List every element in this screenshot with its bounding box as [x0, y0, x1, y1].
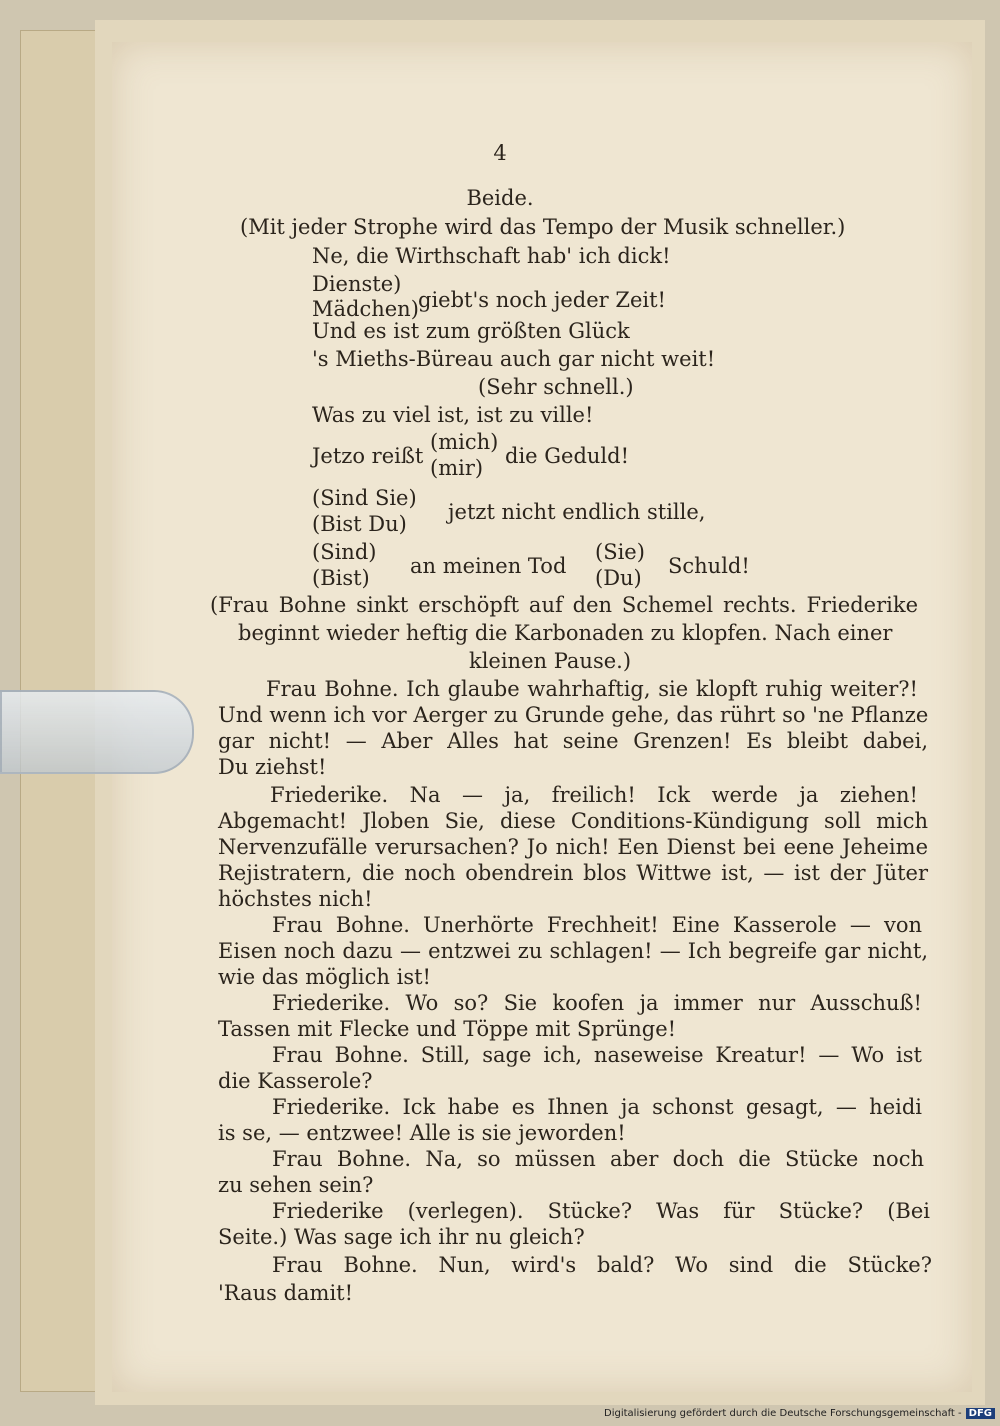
- dfg-logo: DFG: [966, 1408, 995, 1419]
- dialogue-line: Frau Bohne. Still, sage ich, naseweise Kreatur! — Wo ist: [272, 1043, 922, 1067]
- dialogue-line: 'Raus damit!: [218, 1281, 354, 1305]
- dialogue-line: Du ziehst!: [218, 755, 327, 779]
- dialogue-line: Seite.) Was sage ich ihr nu gleich?: [218, 1225, 585, 1249]
- dialogue-line: Friederike (verlegen). Stücke? Was für Stücke? (Bei: [272, 1199, 930, 1223]
- brace-option: (Du): [595, 566, 642, 590]
- brace-option: Dienste): [312, 272, 402, 296]
- dialogue-line: Frau Bohne. Nun, wird's bald? Wo sind die Stücke?: [272, 1253, 932, 1277]
- dialogue-line: höchstes nich!: [218, 887, 373, 911]
- brace-option: (Sie): [595, 540, 645, 564]
- brace-option: (mich): [430, 430, 499, 454]
- dialogue-line: Tassen mit Flecke und Töppe mit Sprünge!: [218, 1017, 677, 1041]
- dialogue-line: Frau Bohne. Unerhörte Frechheit! Eine Kasserole — von: [272, 913, 922, 937]
- dialogue-line: Abgemacht! Jloben Sie, diese Conditions-Kündigung soll mich: [218, 809, 928, 833]
- brace-option: Mädchen): [312, 297, 419, 321]
- verse-line: Was zu viel ist, ist zu ville!: [312, 403, 594, 427]
- brace-option: (Sind): [312, 540, 377, 564]
- dialogue-line: die Kasserole?: [218, 1069, 373, 1093]
- dialogue-line: wie das möglich ist!: [218, 965, 431, 989]
- footer-credit: [600, 1408, 995, 1424]
- verse-line: Schuld!: [668, 554, 750, 578]
- dialogue-line: Friederike. Na — ja, freilich! Ick werde ja ziehen!: [270, 783, 918, 807]
- speaker-heading: Beide.: [466, 186, 534, 210]
- verse-line: Jetzo reißt: [312, 444, 424, 468]
- verse-line: 's Mieths-Büreau auch gar nicht weit!: [312, 347, 716, 371]
- stage-direction: beginnt wieder heftig die Karbonaden zu klopfen. Nach einer: [238, 621, 893, 645]
- verse-line: die Geduld!: [505, 444, 630, 468]
- dialogue-line: Friederike. Wo so? Sie koofen ja immer nur Ausschuß!: [272, 991, 922, 1015]
- brace-option: (Bist): [312, 566, 370, 590]
- dialogue-line: zu sehen sein?: [218, 1173, 374, 1197]
- stage-direction: kleinen Pause.): [468, 649, 632, 673]
- stage-direction: (Frau Bohne sinkt erschöpft auf den Schemel rechts. Friederike: [210, 593, 918, 617]
- stage-direction: (Mit jeder Strophe wird das Tempo der Musik schneller.): [240, 215, 846, 239]
- verse-line: Und es ist zum größten Glück: [312, 319, 630, 343]
- brace-option: (Bist Du): [312, 512, 407, 536]
- dialogue-line: Nervenzufälle verursachen? Jo nich! Een Dienst bei eene Jeheime: [218, 835, 928, 859]
- stage-direction: (Sehr schnell.): [478, 375, 634, 399]
- dialogue-line: Friederike. Ick habe es Ihnen ja schonst gesagt, — heidi: [272, 1095, 922, 1119]
- brace-option: (mir): [430, 456, 484, 480]
- footer-text: Digitalisierung gefördert durch die Deutsche Forschungsgemeinschaft -: [604, 1408, 962, 1419]
- dialogue-line: Eisen noch dazu — entzwei zu schlagen! — Ich begreife gar nicht,: [218, 939, 928, 963]
- dialogue-line: Frau Bohne. Ich glaube wahrhaftig, sie klopft ruhig weiter?!: [266, 677, 918, 701]
- verse-line: an meinen Tod: [410, 554, 567, 578]
- page-number: 4: [493, 141, 507, 165]
- verse-line: Ne, die Wirthschaft hab' ich dick!: [312, 244, 671, 268]
- verse-line: giebt's noch jeder Zeit!: [418, 288, 666, 312]
- dialogue-line: Und wenn ich vor Aerger zu Grunde gehe, das rührt so 'ne Pflanze: [218, 703, 929, 727]
- verse-line: jetzt nicht endlich stille,: [448, 500, 706, 524]
- dialogue-line: Frau Bohne. Na, so müssen aber doch die Stücke noch: [272, 1147, 924, 1171]
- dialogue-line: Rejistratern, die noch obendrein blos Wittwe ist, — ist der Jüter: [218, 861, 928, 885]
- dialogue-line: is se, — entzwee! Alle is sie jeworden!: [218, 1121, 626, 1145]
- brace-option: (Sind Sie): [312, 486, 417, 510]
- dialogue-line: gar nicht! — Aber Alles hat seine Grenzen! Es bleibt dabei,: [218, 729, 928, 753]
